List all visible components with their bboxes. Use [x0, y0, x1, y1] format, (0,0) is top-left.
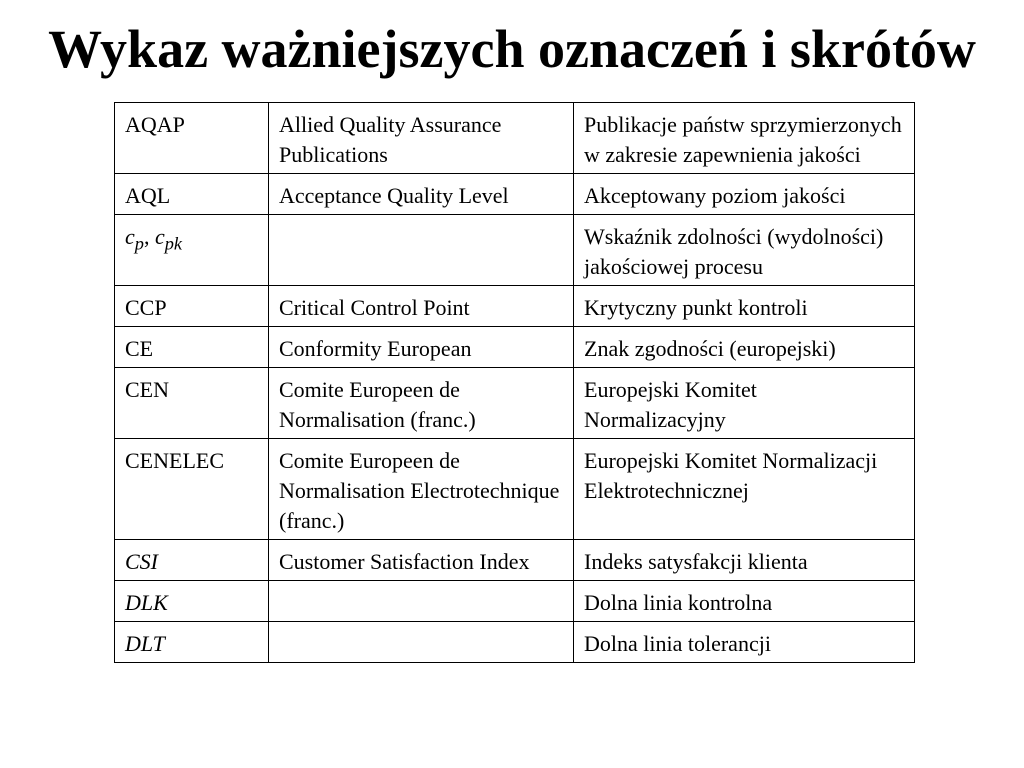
polish-term-cell: Dolna linia kontrolna — [574, 581, 915, 622]
english-term-cell — [269, 581, 574, 622]
abbreviation-cell: DLK — [115, 581, 269, 622]
table-row — [115, 622, 915, 663]
abbreviation-cell: CENELEC — [115, 439, 269, 540]
english-term-cell: Acceptance Quality Level — [269, 174, 574, 215]
symbol-c: c — [154, 224, 165, 249]
abbreviation-cell — [115, 215, 269, 286]
subscript-pk: pk — [164, 233, 183, 254]
table-row — [115, 439, 915, 540]
abbreviation-cell: AQAP — [115, 103, 269, 174]
table-row — [115, 103, 915, 174]
glossary-table — [114, 102, 915, 663]
abbreviation-cell: CE — [115, 327, 269, 368]
polish-term-cell: Publikacje państw sprzymierzonych w zakresie zapewnienia jakości — [574, 103, 915, 174]
english-term-cell — [269, 215, 574, 286]
english-term-cell: Customer Satisfaction Index — [269, 540, 574, 581]
english-term-cell: Conformity European — [269, 327, 574, 368]
table-row — [115, 286, 915, 327]
abbreviation-cell: CEN — [115, 368, 269, 439]
polish-term-cell: Europejski Komitet Normalizacyjny — [574, 368, 915, 439]
english-term-cell — [269, 622, 574, 663]
english-term-cell: Critical Control Point — [269, 286, 574, 327]
table-row — [115, 540, 915, 581]
table-row — [115, 174, 915, 215]
page-title: Wykaz ważniejszych oznaczeń i skrótów — [48, 19, 976, 79]
polish-term-cell: Europejski Komitet Normalizacji Elektrotechnicznej — [574, 439, 915, 540]
table-row — [115, 368, 915, 439]
polish-term-cell: Indeks satysfakcji klienta — [574, 540, 915, 581]
polish-term-cell: Dolna linia tolerancji — [574, 622, 915, 663]
table-row — [115, 581, 915, 622]
english-term-cell: Allied Quality Assurance Publications — [269, 103, 574, 174]
subscript-p: p — [134, 233, 144, 254]
english-term-cell: Comite Europeen de Normalisation (franc.) — [269, 368, 574, 439]
polish-term-cell: Akceptowany poziom jakości — [574, 174, 915, 215]
table-row — [115, 327, 915, 368]
polish-term-cell: Wskaźnik zdolności (wydolności) jakościowej procesu — [574, 215, 915, 286]
polish-term-cell: Krytyczny punkt kontroli — [574, 286, 915, 327]
table-row — [115, 215, 915, 286]
polish-term-cell: Znak zgodności (europejski) — [574, 327, 915, 368]
abbreviation-cell: CSI — [115, 540, 269, 581]
abbreviation-cell: AQL — [115, 174, 269, 215]
symbol-separator: , — [143, 224, 155, 249]
abbreviation-cell: DLT — [115, 622, 269, 663]
abbreviation-cell: CCP — [115, 286, 269, 327]
english-term-cell: Comite Europeen de Normalisation Electrotechnique (franc.) — [269, 439, 574, 540]
symbol-c: c — [125, 224, 135, 249]
